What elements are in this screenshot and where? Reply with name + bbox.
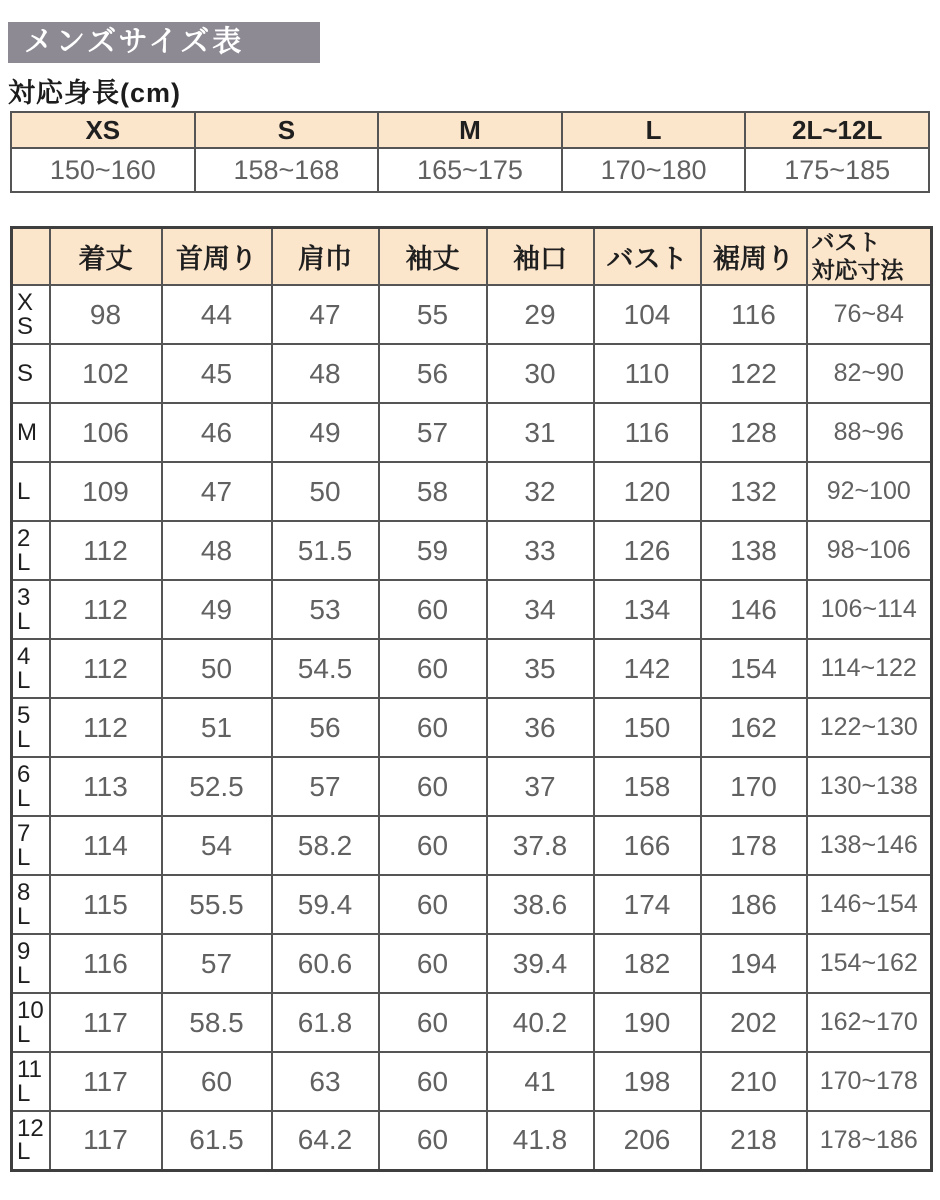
size-cell: 117 — [50, 1052, 162, 1111]
size-cell: 48 — [272, 344, 379, 403]
size-cell: 178 — [701, 816, 807, 875]
size-cell: 174 — [594, 875, 701, 934]
size-cell: 41 — [487, 1052, 594, 1111]
size-cell: 60 — [379, 639, 487, 698]
size-cell: 186 — [701, 875, 807, 934]
measurement-header: 首周り — [162, 228, 272, 286]
height-size-header: L — [562, 112, 746, 148]
size-cell: 49 — [162, 580, 272, 639]
size-row-label: X S — [12, 285, 50, 344]
size-cell: 61.8 — [272, 993, 379, 1052]
size-cell: 48 — [162, 521, 272, 580]
size-cell: 61.5 — [162, 1111, 272, 1170]
size-cell: 60 — [379, 698, 487, 757]
size-cell: 150 — [594, 698, 701, 757]
size-cell: 58.2 — [272, 816, 379, 875]
page-title: メンズサイズ表 — [8, 22, 320, 63]
size-cell: 35 — [487, 639, 594, 698]
size-cell: 37 — [487, 757, 594, 816]
size-cell: 170 — [701, 757, 807, 816]
table-row — [12, 993, 932, 1052]
size-cell: 162 — [701, 698, 807, 757]
size-table — [10, 226, 933, 1172]
size-cell: 58 — [379, 462, 487, 521]
size-cell: 60 — [379, 816, 487, 875]
size-cell: 56 — [272, 698, 379, 757]
size-cell: 47 — [162, 462, 272, 521]
size-cell: 38.6 — [487, 875, 594, 934]
size-row-label: L — [12, 462, 50, 521]
measurement-header: 肩巾 — [272, 228, 379, 286]
size-cell: 206 — [594, 1111, 701, 1170]
size-cell: 109 — [50, 462, 162, 521]
measurement-header: 着丈 — [50, 228, 162, 286]
table-row — [12, 403, 932, 462]
size-cell: 31 — [487, 403, 594, 462]
size-cell: 138~146 — [807, 816, 932, 875]
size-cell: 146~154 — [807, 875, 932, 934]
size-cell: 104 — [594, 285, 701, 344]
size-cell: 106 — [50, 403, 162, 462]
size-cell: 88~96 — [807, 403, 932, 462]
size-cell: 60 — [379, 1111, 487, 1170]
size-cell: 60 — [379, 934, 487, 993]
size-cell: 59 — [379, 521, 487, 580]
size-cell: 162~170 — [807, 993, 932, 1052]
size-cell: 170~178 — [807, 1052, 932, 1111]
size-cell: 154~162 — [807, 934, 932, 993]
size-cell: 126 — [594, 521, 701, 580]
size-cell: 98~106 — [807, 521, 932, 580]
size-cell: 166 — [594, 816, 701, 875]
size-cell: 51.5 — [272, 521, 379, 580]
table-row — [12, 344, 932, 403]
size-cell: 60 — [379, 875, 487, 934]
size-cell: 110 — [594, 344, 701, 403]
table-row — [12, 639, 932, 698]
size-cell: 60 — [379, 580, 487, 639]
size-cell: 218 — [701, 1111, 807, 1170]
size-cell: 128 — [701, 403, 807, 462]
size-row-label: S — [12, 344, 50, 403]
size-cell: 194 — [701, 934, 807, 993]
size-cell: 115 — [50, 875, 162, 934]
measurement-header: バスト 対応寸法 — [807, 228, 932, 286]
size-cell: 146 — [701, 580, 807, 639]
height-size-header: XS — [11, 112, 195, 148]
size-cell: 138 — [701, 521, 807, 580]
section-heading-height: 対応身長(cm) — [8, 78, 182, 108]
size-cell: 142 — [594, 639, 701, 698]
size-cell: 190 — [594, 993, 701, 1052]
size-cell: 30 — [487, 344, 594, 403]
table-row — [12, 875, 932, 934]
size-cell: 112 — [50, 698, 162, 757]
height-table-value-row — [11, 148, 929, 192]
size-row-label: 3 L — [12, 580, 50, 639]
table-row — [12, 521, 932, 580]
height-range-cell: 165~175 — [378, 148, 562, 192]
size-cell: 116 — [701, 285, 807, 344]
size-cell: 98 — [50, 285, 162, 344]
size-cell: 112 — [50, 580, 162, 639]
size-corner-cell — [12, 228, 50, 286]
size-row-label: 12 L — [12, 1111, 50, 1170]
height-table — [10, 111, 930, 193]
size-cell: 33 — [487, 521, 594, 580]
size-cell: 60 — [379, 993, 487, 1052]
size-cell: 54 — [162, 816, 272, 875]
height-range-cell: 150~160 — [11, 148, 195, 192]
size-cell: 114 — [50, 816, 162, 875]
size-row-label: 9 L — [12, 934, 50, 993]
size-cell: 36 — [487, 698, 594, 757]
table-row — [12, 285, 932, 344]
size-cell: 106~114 — [807, 580, 932, 639]
size-cell: 47 — [272, 285, 379, 344]
size-cell: 112 — [50, 521, 162, 580]
size-row-label: M — [12, 403, 50, 462]
size-row-label: 2 L — [12, 521, 50, 580]
size-cell: 57 — [272, 757, 379, 816]
size-cell: 39.4 — [487, 934, 594, 993]
height-range-cell: 175~185 — [745, 148, 929, 192]
table-row — [12, 462, 932, 521]
size-cell: 113 — [50, 757, 162, 816]
measurement-header: バスト — [594, 228, 701, 286]
size-cell: 49 — [272, 403, 379, 462]
size-cell: 53 — [272, 580, 379, 639]
size-cell: 117 — [50, 1111, 162, 1170]
size-cell: 122 — [701, 344, 807, 403]
size-cell: 63 — [272, 1052, 379, 1111]
size-cell: 55 — [379, 285, 487, 344]
size-cell: 59.4 — [272, 875, 379, 934]
size-cell: 57 — [162, 934, 272, 993]
size-cell: 116 — [594, 403, 701, 462]
measurement-header: 裾周り — [701, 228, 807, 286]
size-cell: 32 — [487, 462, 594, 521]
size-cell: 130~138 — [807, 757, 932, 816]
size-row-label: 11 L — [12, 1052, 50, 1111]
size-cell: 29 — [487, 285, 594, 344]
size-cell: 37.8 — [487, 816, 594, 875]
size-cell: 202 — [701, 993, 807, 1052]
size-cell: 210 — [701, 1052, 807, 1111]
size-cell: 56 — [379, 344, 487, 403]
size-cell: 76~84 — [807, 285, 932, 344]
size-cell: 50 — [272, 462, 379, 521]
height-table-header-row — [11, 112, 929, 148]
size-table-header-row — [12, 228, 932, 286]
size-cell: 50 — [162, 639, 272, 698]
size-cell: 40.2 — [487, 993, 594, 1052]
size-cell: 60 — [162, 1052, 272, 1111]
size-row-label: 8 L — [12, 875, 50, 934]
size-row-label: 10 L — [12, 993, 50, 1052]
size-cell: 120 — [594, 462, 701, 521]
size-cell: 117 — [50, 993, 162, 1052]
size-row-label: 4 L — [12, 639, 50, 698]
size-row-label: 6 L — [12, 757, 50, 816]
size-cell: 58.5 — [162, 993, 272, 1052]
size-cell: 45 — [162, 344, 272, 403]
size-cell: 112 — [50, 639, 162, 698]
size-row-label: 5 L — [12, 698, 50, 757]
size-cell: 198 — [594, 1052, 701, 1111]
size-cell: 44 — [162, 285, 272, 344]
size-row-label: 7 L — [12, 816, 50, 875]
size-cell: 57 — [379, 403, 487, 462]
height-range-cell: 158~168 — [195, 148, 379, 192]
size-cell: 158 — [594, 757, 701, 816]
size-cell: 82~90 — [807, 344, 932, 403]
table-row — [12, 934, 932, 993]
size-cell: 54.5 — [272, 639, 379, 698]
size-cell: 154 — [701, 639, 807, 698]
size-cell: 182 — [594, 934, 701, 993]
size-cell: 60.6 — [272, 934, 379, 993]
size-cell: 52.5 — [162, 757, 272, 816]
measurement-header: 袖口 — [487, 228, 594, 286]
size-cell: 132 — [701, 462, 807, 521]
size-cell: 114~122 — [807, 639, 932, 698]
table-row — [12, 1052, 932, 1111]
size-cell: 134 — [594, 580, 701, 639]
size-cell: 64.2 — [272, 1111, 379, 1170]
table-row — [12, 1111, 932, 1170]
table-row — [12, 757, 932, 816]
size-cell: 51 — [162, 698, 272, 757]
size-cell: 41.8 — [487, 1111, 594, 1170]
size-cell: 122~130 — [807, 698, 932, 757]
height-size-header: S — [195, 112, 379, 148]
size-cell: 60 — [379, 757, 487, 816]
height-size-header: 2L~12L — [745, 112, 929, 148]
size-cell: 55.5 — [162, 875, 272, 934]
table-row — [12, 698, 932, 757]
height-range-cell: 170~180 — [562, 148, 746, 192]
height-size-header: M — [378, 112, 562, 148]
size-cell: 46 — [162, 403, 272, 462]
size-cell: 178~186 — [807, 1111, 932, 1170]
size-cell: 60 — [379, 1052, 487, 1111]
table-row — [12, 580, 932, 639]
size-cell: 116 — [50, 934, 162, 993]
measurement-header: 袖丈 — [379, 228, 487, 286]
size-cell: 34 — [487, 580, 594, 639]
table-row — [12, 816, 932, 875]
size-cell: 92~100 — [807, 462, 932, 521]
size-cell: 102 — [50, 344, 162, 403]
